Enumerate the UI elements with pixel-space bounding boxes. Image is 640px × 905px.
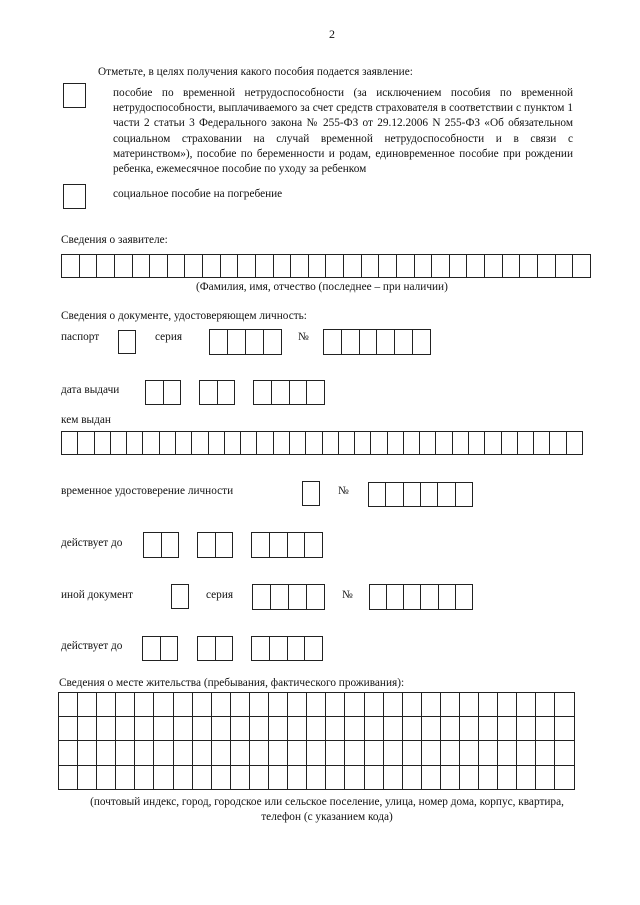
address-cell[interactable] — [555, 741, 574, 765]
input-cell[interactable] — [305, 637, 323, 660]
temp-valid-month-grid[interactable] — [197, 532, 233, 558]
address-cell[interactable] — [498, 741, 517, 765]
input-cell[interactable] — [289, 585, 307, 609]
address-cell[interactable] — [326, 717, 345, 741]
input-cell[interactable] — [228, 330, 246, 354]
address-row — [59, 717, 575, 741]
address-cell[interactable] — [193, 717, 212, 741]
address-cell[interactable] — [135, 766, 154, 790]
address-cell[interactable] — [116, 717, 135, 741]
input-cell[interactable] — [439, 585, 456, 609]
address-row — [59, 766, 575, 790]
input-cell[interactable] — [324, 330, 342, 354]
address-cell[interactable] — [154, 741, 173, 765]
residence-heading: Сведения о месте жительства (пребывания, фактического проживания): — [59, 677, 405, 689]
temp-id-checkbox[interactable] — [302, 481, 320, 506]
input-cell[interactable] — [127, 432, 143, 454]
input-cell[interactable] — [485, 255, 503, 277]
address-cell[interactable] — [460, 693, 479, 717]
address-cell[interactable] — [250, 741, 269, 765]
address-cell[interactable] — [154, 766, 173, 790]
input-cell[interactable] — [274, 255, 292, 277]
address-cell[interactable] — [517, 717, 536, 741]
address-cell[interactable] — [479, 741, 498, 765]
input-cell[interactable] — [257, 432, 273, 454]
address-cell[interactable] — [154, 717, 173, 741]
address-cell[interactable] — [135, 717, 154, 741]
address-cell[interactable] — [212, 717, 231, 741]
address-cell[interactable] — [307, 741, 326, 765]
input-cell[interactable] — [370, 585, 387, 609]
input-cell[interactable] — [307, 381, 325, 404]
issue-date-year-grid[interactable] — [253, 380, 325, 405]
address-cell[interactable] — [97, 766, 116, 790]
input-cell[interactable] — [162, 533, 180, 557]
address-cell[interactable] — [174, 766, 193, 790]
passport-number-grid[interactable] — [323, 329, 431, 355]
address-cell[interactable] — [174, 693, 193, 717]
applicant-heading: Сведения о заявителе: — [61, 234, 168, 246]
address-cell[interactable] — [250, 717, 269, 741]
input-cell[interactable] — [95, 432, 111, 454]
input-cell[interactable] — [270, 533, 288, 557]
input-cell[interactable] — [225, 432, 241, 454]
input-cell[interactable] — [209, 432, 225, 454]
address-cell[interactable] — [345, 766, 364, 790]
address-cell[interactable] — [97, 693, 116, 717]
address-cell[interactable] — [345, 717, 364, 741]
input-cell[interactable] — [198, 533, 216, 557]
input-cell[interactable] — [198, 637, 216, 660]
input-cell[interactable] — [133, 255, 151, 277]
address-cell[interactable] — [555, 693, 574, 717]
address-cell[interactable] — [422, 766, 441, 790]
input-cell[interactable] — [80, 255, 98, 277]
passport-number-label: № — [298, 331, 309, 343]
address-cell[interactable] — [479, 717, 498, 741]
input-cell[interactable] — [253, 585, 271, 609]
address-cell[interactable] — [403, 741, 422, 765]
benefit-option-2-checkbox[interactable] — [63, 184, 86, 209]
address-row — [59, 741, 575, 765]
other-doc-number-grid[interactable] — [369, 584, 473, 610]
address-cell[interactable] — [288, 717, 307, 741]
input-cell[interactable] — [168, 255, 186, 277]
input-cell[interactable] — [485, 432, 501, 454]
address-cell[interactable] — [59, 717, 78, 741]
temp-valid-until-label: действует до — [61, 537, 123, 549]
other-doc-number-label: № — [342, 589, 353, 601]
input-cell[interactable] — [387, 585, 404, 609]
temp-valid-day-grid[interactable] — [143, 532, 179, 558]
address-cell[interactable] — [193, 741, 212, 765]
input-cell[interactable] — [344, 255, 362, 277]
input-cell[interactable] — [216, 533, 234, 557]
input-cell[interactable] — [146, 381, 164, 404]
input-cell[interactable] — [339, 432, 355, 454]
address-cell[interactable] — [384, 766, 403, 790]
input-cell[interactable] — [78, 432, 94, 454]
address-cell[interactable] — [365, 693, 384, 717]
input-cell[interactable] — [216, 637, 234, 660]
input-cell[interactable] — [150, 255, 168, 277]
address-cell[interactable] — [59, 693, 78, 717]
input-cell[interactable] — [309, 255, 327, 277]
other-doc-series-grid[interactable] — [252, 584, 325, 610]
address-cell[interactable] — [345, 693, 364, 717]
input-cell[interactable] — [254, 381, 272, 404]
other-valid-until-label: действует до — [61, 640, 123, 652]
input-cell[interactable] — [421, 483, 438, 506]
address-cell[interactable] — [269, 717, 288, 741]
address-cell[interactable] — [288, 693, 307, 717]
address-cell[interactable] — [345, 741, 364, 765]
address-cell[interactable] — [460, 717, 479, 741]
issue-date-month-grid[interactable] — [199, 380, 235, 405]
address-cell[interactable] — [78, 693, 97, 717]
input-cell[interactable] — [307, 585, 325, 609]
address-cell[interactable] — [135, 741, 154, 765]
input-cell[interactable] — [456, 585, 473, 609]
address-cell[interactable] — [479, 693, 498, 717]
address-cell[interactable] — [231, 741, 250, 765]
address-cell[interactable] — [78, 717, 97, 741]
input-cell[interactable] — [413, 330, 431, 354]
address-cell[interactable] — [384, 717, 403, 741]
input-cell[interactable] — [386, 483, 403, 506]
temp-id-number-label: № — [338, 485, 349, 497]
input-cell[interactable] — [272, 381, 290, 404]
input-cell[interactable] — [185, 255, 203, 277]
input-cell[interactable] — [252, 533, 270, 557]
input-cell[interactable] — [290, 432, 306, 454]
address-cell[interactable] — [498, 693, 517, 717]
address-cell[interactable] — [536, 741, 555, 765]
input-cell[interactable] — [469, 432, 485, 454]
input-cell[interactable] — [62, 432, 78, 454]
residence-caption-line1: (почтовый индекс, город, городское или сельское поселение, улица, номер дома, корпус, квартира, — [90, 796, 564, 808]
input-cell[interactable] — [502, 432, 518, 454]
address-cell[interactable] — [326, 741, 345, 765]
passport-series-grid[interactable] — [209, 329, 282, 355]
input-cell[interactable] — [200, 381, 218, 404]
input-cell[interactable] — [377, 330, 395, 354]
input-cell[interactable] — [420, 432, 436, 454]
address-cell[interactable] — [422, 741, 441, 765]
address-cell[interactable] — [231, 717, 250, 741]
passport-series-label: серия — [155, 331, 183, 343]
issued-by-grid[interactable] — [61, 431, 583, 455]
address-cell[interactable] — [269, 693, 288, 717]
address-cell[interactable] — [403, 717, 422, 741]
address-cell[interactable] — [269, 741, 288, 765]
temp-id-number-grid[interactable] — [368, 482, 473, 507]
address-cell[interactable] — [288, 741, 307, 765]
input-cell[interactable] — [241, 432, 257, 454]
address-cell[interactable] — [441, 717, 460, 741]
input-cell[interactable] — [438, 483, 455, 506]
address-cell[interactable] — [307, 766, 326, 790]
input-cell[interactable] — [404, 432, 420, 454]
input-cell[interactable] — [210, 330, 228, 354]
address-cell[interactable] — [517, 693, 536, 717]
input-cell[interactable] — [421, 585, 438, 609]
address-cell[interactable] — [97, 741, 116, 765]
input-cell[interactable] — [274, 432, 290, 454]
input-cell[interactable] — [176, 432, 192, 454]
address-cell[interactable] — [154, 693, 173, 717]
issued-by-label: кем выдан — [61, 414, 111, 426]
other-valid-month-grid[interactable] — [197, 636, 233, 661]
input-cell[interactable] — [326, 255, 344, 277]
input-cell[interactable] — [369, 483, 386, 506]
address-cell[interactable] — [59, 766, 78, 790]
address-cell[interactable] — [212, 741, 231, 765]
address-cell[interactable] — [174, 741, 193, 765]
input-cell[interactable] — [371, 432, 387, 454]
address-cell[interactable] — [555, 717, 574, 741]
address-cell[interactable] — [422, 717, 441, 741]
address-cell[interactable] — [460, 741, 479, 765]
input-cell[interactable] — [305, 533, 323, 557]
input-cell[interactable] — [218, 381, 236, 404]
input-cell[interactable] — [456, 483, 473, 506]
passport-checkbox[interactable] — [118, 330, 136, 354]
temp-id-label: временное удостоверение личности — [61, 485, 234, 497]
input-cell[interactable] — [62, 255, 80, 277]
address-cell[interactable] — [441, 693, 460, 717]
input-cell[interactable] — [404, 585, 421, 609]
identity-doc-heading: Сведения о документе, удостоверяющем личность: — [61, 310, 307, 322]
address-cell[interactable] — [212, 766, 231, 790]
address-cell[interactable] — [326, 766, 345, 790]
input-cell[interactable] — [270, 637, 288, 660]
input-cell[interactable] — [256, 255, 274, 277]
input-cell[interactable] — [518, 432, 534, 454]
address-cell[interactable] — [212, 693, 231, 717]
input-cell[interactable] — [395, 330, 413, 354]
issue-date-day-grid[interactable] — [145, 380, 181, 405]
input-cell[interactable] — [556, 255, 574, 277]
address-cell[interactable] — [193, 693, 212, 717]
other-valid-year-grid[interactable] — [251, 636, 323, 661]
input-cell[interactable] — [436, 432, 452, 454]
input-cell[interactable] — [355, 432, 371, 454]
input-cell[interactable] — [264, 330, 282, 354]
input-cell[interactable] — [161, 637, 179, 660]
applicant-name-grid[interactable] — [61, 254, 591, 278]
address-cell[interactable] — [403, 693, 422, 717]
input-cell[interactable] — [323, 432, 339, 454]
input-cell[interactable] — [252, 637, 270, 660]
address-cell[interactable] — [517, 741, 536, 765]
input-cell[interactable] — [397, 255, 415, 277]
other-valid-day-grid[interactable] — [142, 636, 178, 661]
input-cell[interactable] — [291, 255, 309, 277]
input-cell[interactable] — [111, 432, 127, 454]
address-cell[interactable] — [517, 766, 536, 790]
residence-caption-line2: телефон (с указанием кода) — [261, 811, 393, 823]
benefit-option-1-checkbox[interactable] — [63, 83, 86, 108]
input-cell[interactable] — [143, 637, 161, 660]
input-cell[interactable] — [288, 533, 306, 557]
input-cell[interactable] — [550, 432, 566, 454]
input-cell[interactable] — [538, 255, 556, 277]
address-cell[interactable] — [536, 717, 555, 741]
address-cell[interactable] — [441, 766, 460, 790]
address-cell[interactable] — [193, 766, 212, 790]
address-cell[interactable] — [250, 693, 269, 717]
address-cell[interactable] — [441, 741, 460, 765]
input-cell[interactable] — [203, 255, 221, 277]
address-cell[interactable] — [479, 766, 498, 790]
other-doc-checkbox[interactable] — [171, 584, 189, 609]
address-cell[interactable] — [78, 741, 97, 765]
applicant-name-caption: (Фамилия, имя, отчество (последнее – при наличии) — [196, 281, 448, 293]
address-cell[interactable] — [326, 693, 345, 717]
input-cell[interactable] — [164, 381, 182, 404]
input-cell[interactable] — [115, 255, 133, 277]
input-cell[interactable] — [467, 255, 485, 277]
input-cell[interactable] — [534, 432, 550, 454]
input-cell[interactable] — [238, 255, 256, 277]
address-cell[interactable] — [422, 693, 441, 717]
input-cell[interactable] — [246, 330, 264, 354]
input-cell[interactable] — [573, 255, 591, 277]
address-cell[interactable] — [288, 766, 307, 790]
other-doc-label: иной документ — [61, 589, 133, 601]
address-cell[interactable] — [59, 741, 78, 765]
input-cell[interactable] — [143, 432, 159, 454]
address-cell[interactable] — [116, 766, 135, 790]
benefit-option-2-text: социальное пособие на погребение — [113, 188, 283, 200]
input-cell[interactable] — [432, 255, 450, 277]
input-cell[interactable] — [379, 255, 397, 277]
input-cell[interactable] — [342, 330, 360, 354]
residence-address-grid[interactable] — [58, 692, 575, 790]
address-cell[interactable] — [403, 766, 422, 790]
address-cell[interactable] — [97, 717, 116, 741]
address-cell[interactable] — [116, 693, 135, 717]
address-cell[interactable] — [231, 693, 250, 717]
address-cell[interactable] — [384, 741, 403, 765]
address-cell[interactable] — [498, 766, 517, 790]
page-number: 2 — [329, 27, 335, 41]
input-cell[interactable] — [503, 255, 521, 277]
benefit-heading: Отметьте, в целях получения какого пособия подается заявление: — [98, 66, 413, 78]
input-cell[interactable] — [520, 255, 538, 277]
address-cell[interactable] — [498, 717, 517, 741]
address-cell[interactable] — [365, 741, 384, 765]
address-row — [59, 693, 575, 717]
address-cell[interactable] — [365, 766, 384, 790]
input-cell[interactable] — [362, 255, 380, 277]
temp-valid-year-grid[interactable] — [251, 532, 323, 558]
input-cell[interactable] — [144, 533, 162, 557]
input-cell[interactable] — [360, 330, 378, 354]
input-cell[interactable] — [192, 432, 208, 454]
issue-date-label: дата выдачи — [61, 384, 120, 396]
address-cell[interactable] — [78, 766, 97, 790]
input-cell[interactable] — [404, 483, 421, 506]
input-cell[interactable] — [453, 432, 469, 454]
address-cell[interactable] — [250, 766, 269, 790]
address-cell[interactable] — [307, 693, 326, 717]
input-cell[interactable] — [567, 432, 583, 454]
address-cell[interactable] — [307, 717, 326, 741]
address-cell[interactable] — [365, 717, 384, 741]
input-cell[interactable] — [415, 255, 433, 277]
address-cell[interactable] — [269, 766, 288, 790]
address-cell[interactable] — [174, 717, 193, 741]
address-cell[interactable] — [231, 766, 250, 790]
input-cell[interactable] — [290, 381, 308, 404]
input-cell[interactable] — [388, 432, 404, 454]
other-doc-series-label: серия — [206, 589, 234, 601]
input-cell[interactable] — [306, 432, 322, 454]
address-cell[interactable] — [384, 693, 403, 717]
input-cell[interactable] — [97, 255, 115, 277]
input-cell[interactable] — [221, 255, 239, 277]
passport-label: паспорт — [61, 331, 100, 343]
input-cell[interactable] — [271, 585, 289, 609]
address-cell[interactable] — [536, 693, 555, 717]
address-cell[interactable] — [116, 741, 135, 765]
address-cell[interactable] — [460, 766, 479, 790]
address-cell[interactable] — [536, 766, 555, 790]
input-cell[interactable] — [160, 432, 176, 454]
input-cell[interactable] — [288, 637, 306, 660]
input-cell[interactable] — [450, 255, 468, 277]
address-cell[interactable] — [555, 766, 574, 790]
address-cell[interactable] — [135, 693, 154, 717]
benefit-option-1-text: пособие по временной нетрудоспособности (за исключением пособия по временной нетрудоспособности, выплачиваемого за счет средств страхователя в соответствии с пунктом 1 части 2 статьи 3 Федерального закона № 255-ФЗ от 29.12.2006 N 255-ФЗ «Об обязательном социальном страховании на случай временной нетрудоспособности и в связи с материнством»), пособие по беременности и родам, единовременное пособие при рождении ребенка, ежемесячное пособие по уходу за ребенком — [113, 87, 573, 176]
